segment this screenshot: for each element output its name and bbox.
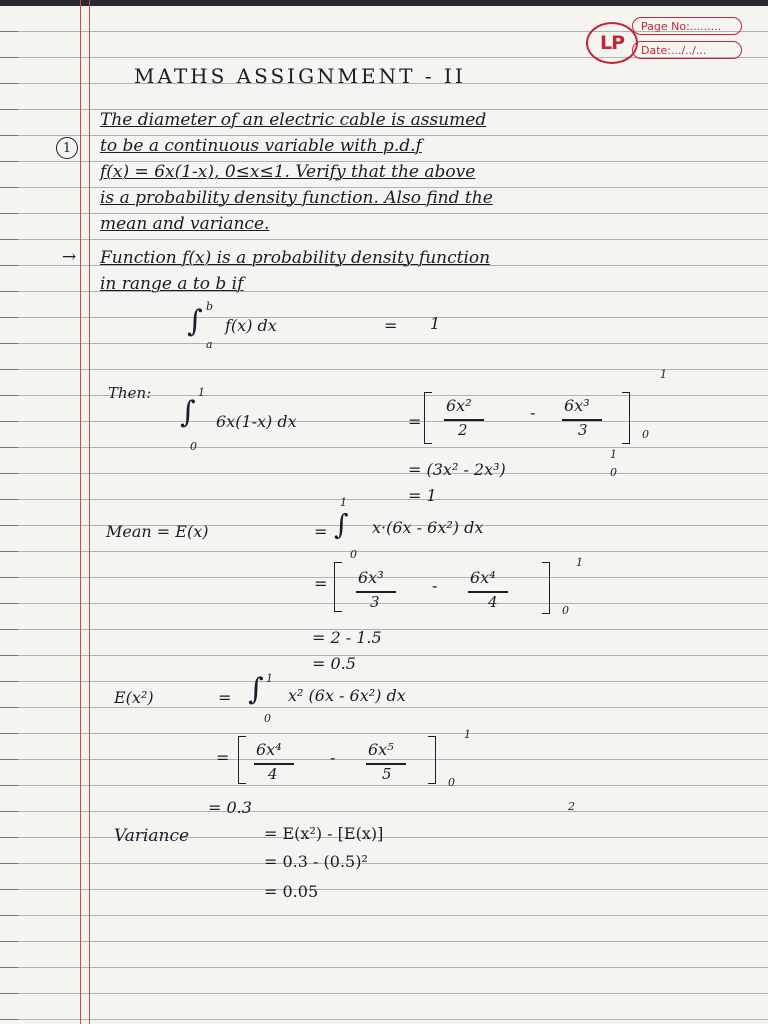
question-number: 1 [56, 137, 78, 159]
mean-equals-2: = [314, 574, 328, 593]
mean-den-2: 4 [488, 593, 498, 611]
integral-upper: b [206, 300, 214, 313]
question-line-5: mean and variance. [100, 214, 270, 234]
mean-integral-upper: 1 [340, 496, 347, 509]
then-minus: - [530, 403, 536, 422]
then-integral-upper: 1 [198, 386, 205, 399]
condition-rhs: 1 [430, 314, 441, 333]
ex2-num-1: 6x⁴ [256, 740, 282, 759]
ex2-integral-sign: ∫ [248, 672, 264, 707]
then-label: Then: [108, 384, 152, 402]
mean-step-2: = 2 - 1.5 [312, 628, 382, 647]
condition-integrand: f(x) dx [225, 316, 277, 335]
question-line-2: to be a continuous variable with p.d.f [100, 136, 422, 156]
then-integral-lower: 0 [190, 440, 197, 453]
margin-line-left [80, 0, 81, 1024]
ex2-limit-upper: 1 [464, 728, 471, 741]
then-den-1: 2 [458, 421, 468, 439]
question-line-4: is a probability density function. Also find the [100, 188, 493, 208]
condition-equals: = [384, 316, 398, 335]
ex2-equals: = [218, 688, 232, 707]
date-field: Date:.../../... [632, 41, 742, 59]
then-num-2: 6x³ [564, 396, 590, 415]
then-step2-lower: 0 [610, 466, 617, 479]
ex2-bracket-close [428, 736, 436, 784]
variance-line-1: = E(x²) - [E(x)] [264, 824, 384, 843]
then-den-2: 3 [578, 421, 588, 439]
then-integral-sign: ∫ [180, 395, 196, 430]
ex2-step-2: = 0.3 [208, 798, 252, 817]
integral-sign: ∫ [187, 304, 203, 339]
variance-line-2: = 0.3 - (0.5)² [264, 852, 368, 871]
then-bracket-close [622, 392, 630, 444]
ex2-integral-lower: 0 [264, 712, 271, 725]
ex2-den-1: 4 [268, 765, 278, 783]
ex2-label: E(x²) [114, 688, 154, 707]
then-step2-upper: 1 [610, 448, 617, 461]
then-step-3: = 1 [408, 486, 437, 505]
page-no-field: Page No:......... [632, 17, 742, 35]
mean-bracket-close [542, 562, 550, 614]
mean-integrand: x·(6x - 6x²) dx [372, 518, 484, 537]
question-line-1: The diameter of an electric cable is assumed [100, 110, 487, 130]
then-limit-upper: 1 [660, 368, 667, 381]
page-top-edge [0, 0, 768, 6]
mean-num-1: 6x³ [358, 568, 384, 587]
mean-minus: - [432, 576, 438, 595]
ex2-minus: - [330, 748, 336, 767]
integral-lower: a [206, 338, 213, 351]
ex2-num-2: 6x⁵ [368, 740, 394, 759]
mean-integral-sign: ∫ [334, 508, 349, 541]
mean-num-2: 6x⁴ [470, 568, 496, 587]
mean-label: Mean = E(x) [106, 522, 209, 541]
mean-step-3: = 0.5 [312, 654, 356, 673]
arrow-icon: → [62, 247, 77, 267]
ex2-limit-lower: 0 [448, 776, 455, 789]
variance-line1-sup: 2 [568, 800, 575, 813]
brand-logo: LP [586, 22, 638, 64]
answer-line-2: in range a to b if [100, 274, 244, 294]
mean-integral-lower: 0 [350, 548, 357, 561]
then-limit-lower: 0 [642, 428, 649, 441]
ex2-equals-2: = [216, 748, 230, 767]
ex2-den-2: 5 [382, 765, 392, 783]
ex2-bracket-open [238, 736, 246, 784]
question-line-3: f(x) = 6x(1-x), 0≤x≤1. Verify that the above [100, 162, 476, 182]
variance-line-3: = 0.05 [264, 882, 319, 901]
then-num-1: 6x² [446, 396, 472, 415]
then-integrand: 6x(1-x) dx [216, 412, 297, 431]
mean-bracket-open [334, 562, 342, 612]
margin-line-right [89, 0, 90, 1024]
mean-limit-upper: 1 [576, 556, 583, 569]
ex2-integrand: x² (6x - 6x²) dx [288, 686, 406, 705]
then-equals: = [408, 412, 422, 431]
ex2-integral-upper: 1 [266, 672, 273, 685]
page-title: MATHS ASSIGNMENT - II [134, 64, 466, 88]
then-bracket-open [424, 392, 432, 444]
variance-label: Variance [114, 826, 190, 846]
left-edge-ticks [0, 0, 18, 1024]
answer-line-1: Function f(x) is a probability density function [100, 248, 491, 268]
then-step-2: = (3x² - 2x³) [408, 460, 506, 479]
mean-equals: = [314, 522, 328, 541]
mean-limit-lower: 0 [562, 604, 569, 617]
mean-den-1: 3 [370, 593, 380, 611]
